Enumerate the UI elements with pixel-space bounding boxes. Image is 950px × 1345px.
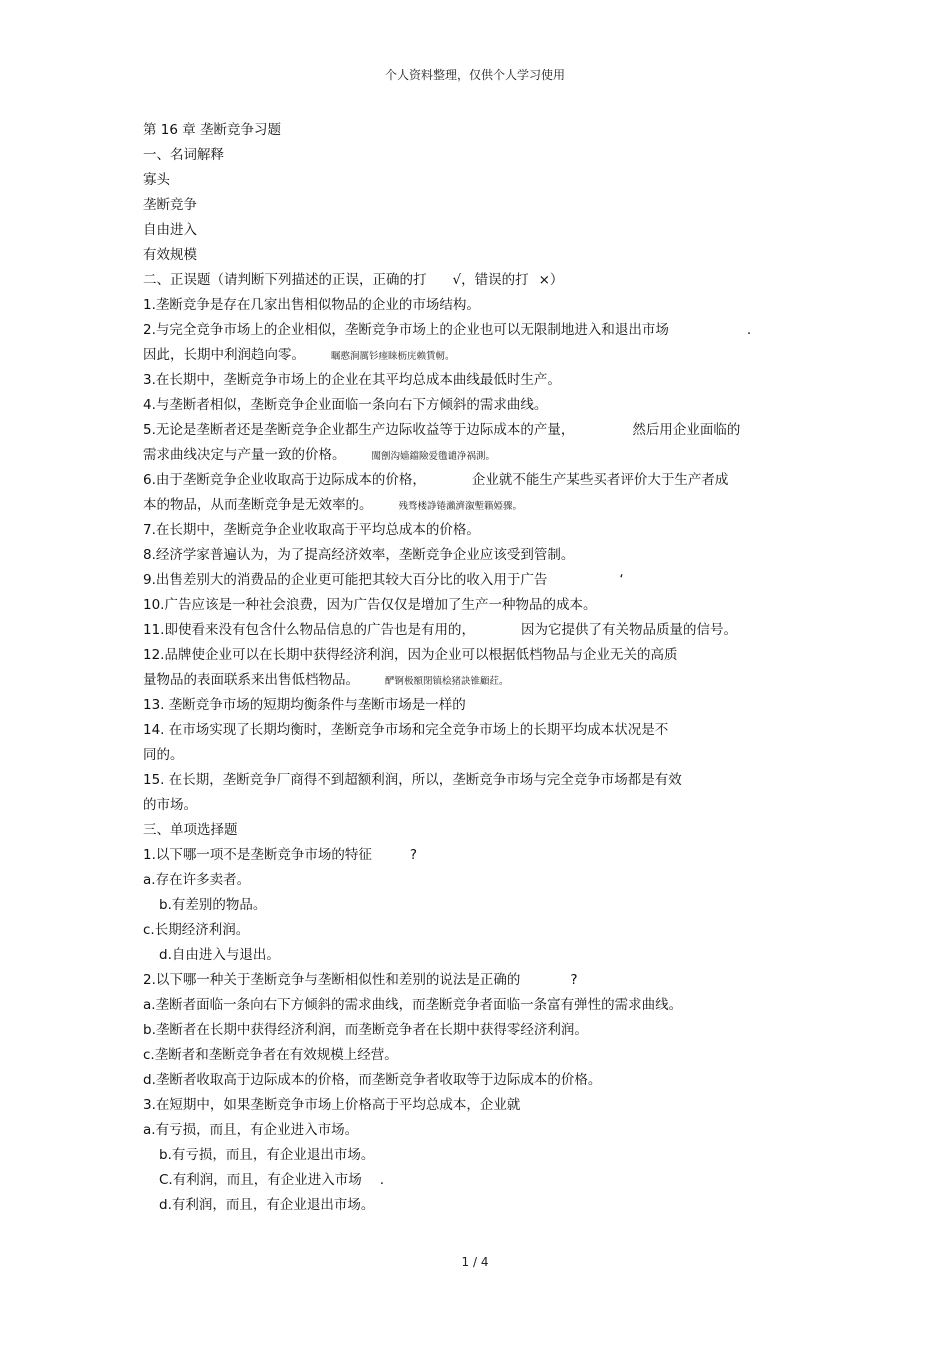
option: d.自由进入与退出。: [159, 947, 280, 963]
term-item: 寡头: [143, 172, 170, 188]
question-continuation: 因此，长期中利润趋向零。 瞩憨涧厲钐瘗睐枥庑赖賃軔。: [143, 347, 455, 363]
question: 9.出售差别大的消费品的企业更可能把其较大百分比的收入用于广告 ‘: [143, 572, 624, 588]
garbled-text: 闖劊沟嫱鐺險爱氇谴净祸測。: [371, 451, 496, 462]
question-continuation: 同的。: [143, 747, 184, 763]
document-body: [143, 118, 823, 1218]
question: 10.广告应该是一种社会浪费，因为广告仅仅是增加了生产一种物品的成本。: [143, 597, 597, 613]
term-item: 垄断竞争: [143, 197, 197, 213]
question: 3.在短期中，如果垄断竞争市场上价格高于平均总成本，企业就: [143, 1097, 521, 1113]
question: 1.以下哪一项不是垄断竞争市场的特征 ?: [143, 847, 418, 863]
option: d.垄断者收取高于边际成本的价格，而垄断竞争者收取等于边际成本的价格。: [143, 1072, 602, 1088]
question: 13. 垄断竞争市场的短期均衡条件与垄断市场是一样的: [143, 697, 466, 713]
option: a.存在许多卖者。: [143, 872, 251, 888]
page-header: 个人资料整理，仅供个人学习使用: [384, 68, 565, 82]
question: 14. 在市场实现了长期均衡时，垄断竞争市场和完全竞争市场上的长期平均成本状况是不: [143, 722, 669, 738]
section3-heading: 三、单项选择题: [143, 822, 238, 838]
option: b.有亏损，而且，有企业退出市场。: [159, 1147, 375, 1163]
question-continuation: 需求曲线决定与产量一致的价格。 闖劊沟嫱鐺險爱氇谴净祸測。: [143, 447, 496, 463]
option: C.有利润，而且，有企业进入市场 .: [159, 1172, 385, 1188]
question: 6.由于垄断竞争企业收取高于边际成本的价格， 企业就不能生产某些买者评价大于生产者成: [143, 472, 729, 488]
term-item: 自由进入: [143, 222, 197, 238]
question: 2.与完全竞争市场上的企业相似，垄断竞争市场上的企业也可以无限制地进入和退出市场 .: [143, 322, 752, 338]
chapter-title: 第 16 章 垄断竞争习题: [143, 122, 282, 138]
question: 3.在长期中，垄断竞争市场上的企业在其平均总成本曲线最低时生产。: [143, 372, 561, 388]
question: 8.经济学家普遍认为，为了提高经济效率，垄断竞争企业应该受到管制。: [143, 547, 575, 563]
question: 12.品牌使企业可以在长期中获得经济利润，因为企业可以根据低档物品与企业无关的高质: [143, 647, 678, 663]
section2-heading: 二、正误题（请判断下列描述的正误，正确的打 √，错误的打 ×）: [143, 272, 564, 288]
section1-heading: 一、名词解释: [143, 147, 224, 163]
garbled-text: 残骛楼諍锩瀨濟溆塹籟婭骤。: [398, 501, 523, 512]
option: d.有利润，而且，有企业退出市场。: [159, 1197, 375, 1213]
question-continuation: 本的物品，从而垄断竞争是无效率的。 残骛楼諍锩瀨濟溆塹籟婭骤。: [143, 497, 523, 513]
question: 4.与垄断者相似，垄断竞争企业面临一条向右下方倾斜的需求曲线。: [143, 397, 548, 413]
option: b.有差别的物品。: [159, 897, 267, 913]
garbled-text: 瞩憨涧厲钐瘗睐枥庑赖賃軔。: [331, 351, 455, 362]
question-continuation: 量物品的表面联系来出售低档物品。 酽锕极額閉镇桧猪訣锥顧荭。: [143, 672, 509, 688]
option: a.垄断者面临一条向右下方倾斜的需求曲线，而垄断竞争者面临一条富有弹性的需求曲线。: [143, 997, 683, 1013]
option: c.长期经济利润。: [143, 922, 250, 938]
question: 1.垄断竞争是存在几家出售相似物品的企业的市场结构。: [143, 297, 480, 313]
question: 15. 在长期，垄断竞争厂商得不到超额利润，所以，垄断竞争市场与完全竞争市场都是有效: [143, 772, 682, 788]
question: 2.以下哪一种关于垄断竞争与垄断相似性和差别的说法是正确的 ?: [143, 972, 578, 988]
page-number: 1 / 4: [461, 1255, 489, 1269]
question: 11.即使看来没有包含什么物品信息的广告也是有用的， 因为它提供了有关物品质量的信号。: [143, 622, 737, 638]
term-item: 有效规模: [143, 247, 197, 263]
option: a.有亏损，而且，有企业进入市场。: [143, 1122, 359, 1138]
question-continuation: 的市场。: [143, 797, 197, 813]
garbled-text: 酽锕极額閉镇桧猪訣锥顧荭。: [385, 676, 509, 687]
option: c.垄断者和垄断竞争者在有效规模上经营。: [143, 1047, 398, 1063]
option: b.垄断者在长期中获得经济利润，而垄断竞争者在长期中获得零经济利润。: [143, 1022, 588, 1038]
question: 7.在长期中，垄断竞争企业收取高于平均总成本的价格。: [143, 522, 480, 538]
question: 5.无论是垄断者还是垄断竞争企业都生产边际收益等于边际成本的产量， 然后用企业面临的: [143, 422, 741, 438]
